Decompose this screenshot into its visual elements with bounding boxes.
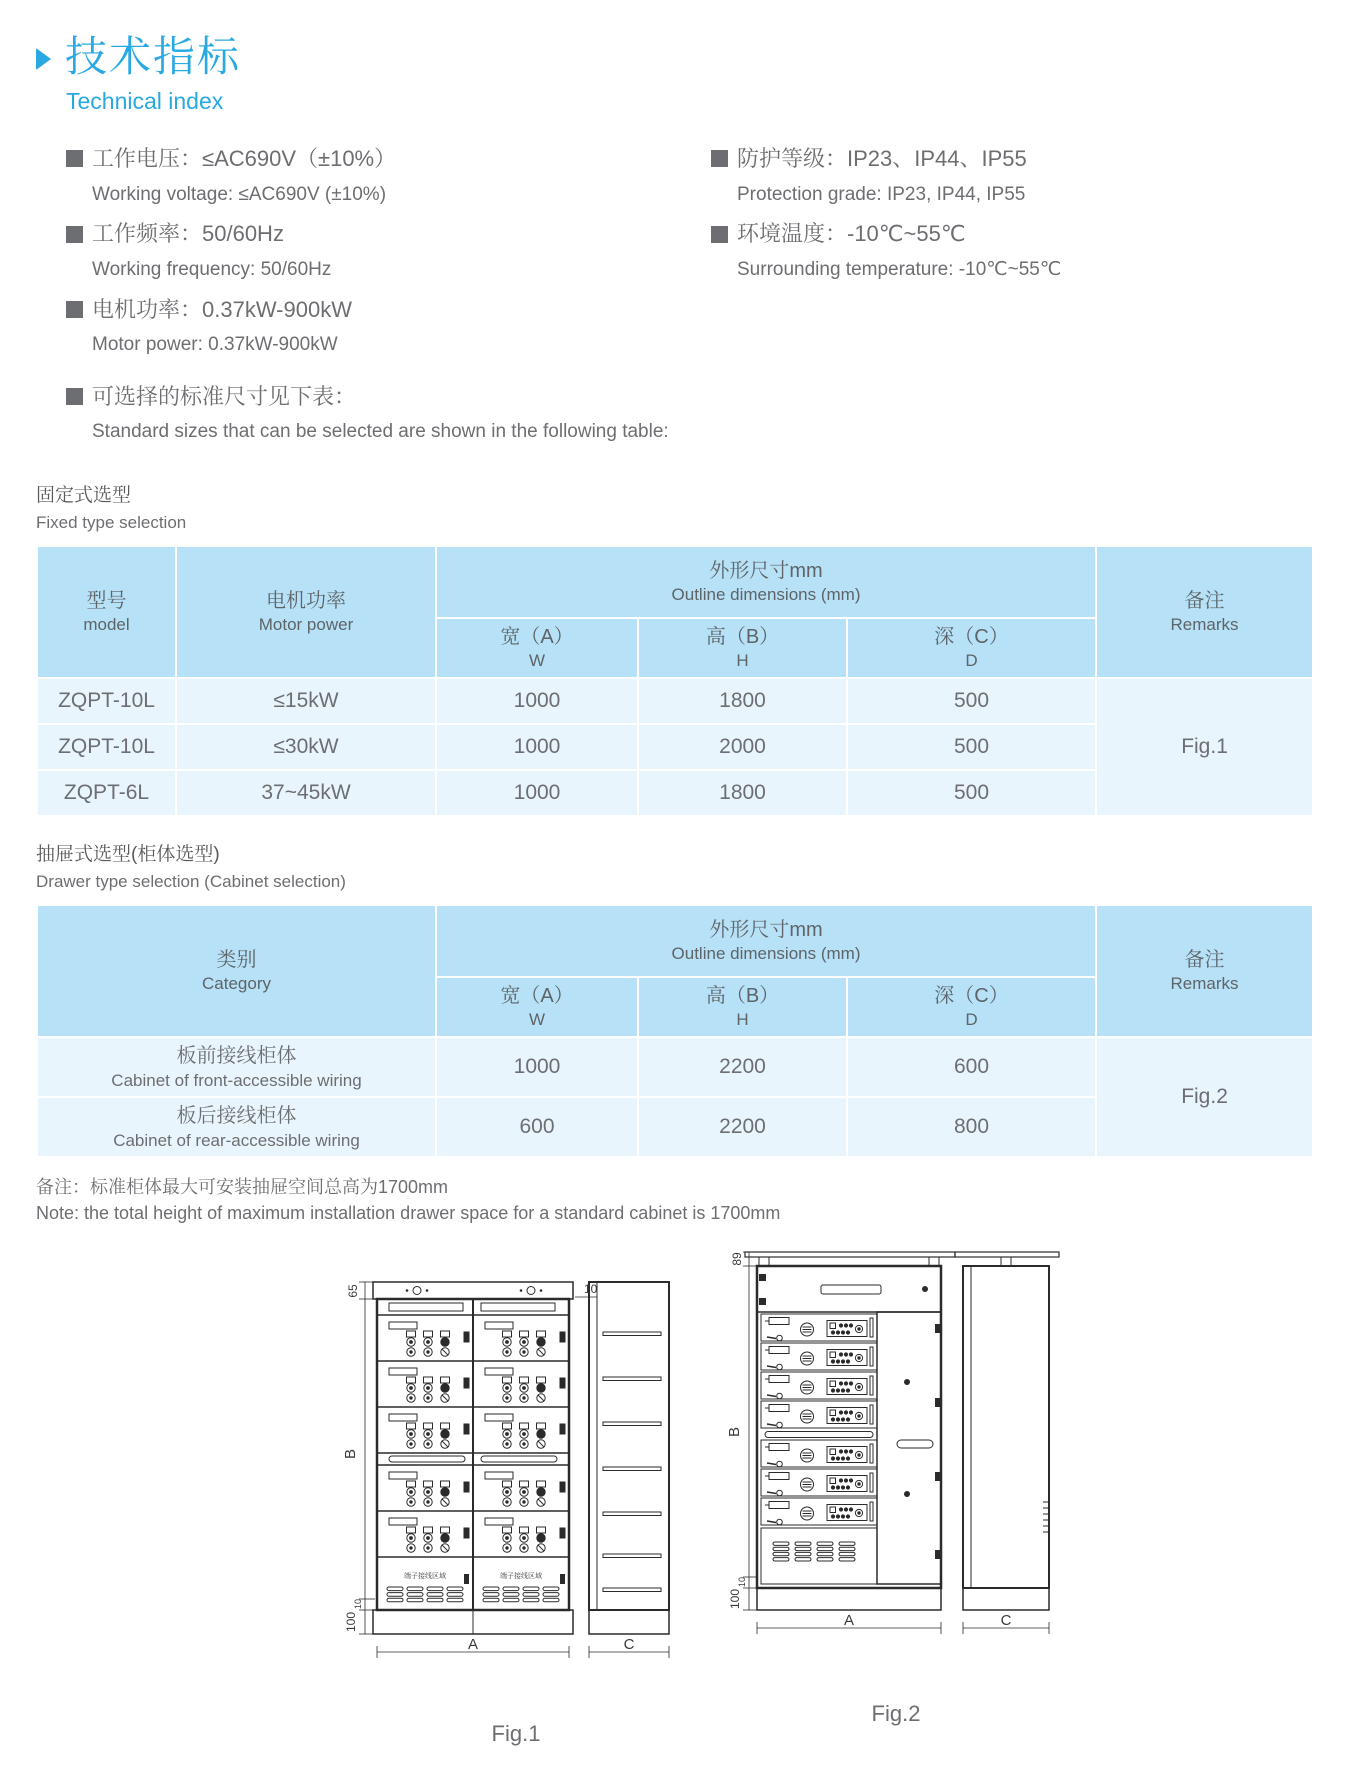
col-header-motor-power: 电机功率 Motor power	[176, 546, 436, 678]
power-cell: ≤15kW	[176, 678, 436, 724]
arrow-right-icon	[36, 48, 51, 70]
table-row	[37, 1037, 1313, 1097]
width-cell: 1000	[436, 678, 638, 724]
section-title-fixed-en: Fixed type selection	[36, 513, 187, 533]
square-bullet-icon	[66, 226, 83, 243]
spec-item-standard-sizes	[66, 383, 711, 444]
col-header-outline-dimensions: 外形尺寸mm Outline dimensions (mm)	[436, 905, 1096, 977]
depth-cell: 600	[847, 1037, 1096, 1097]
col-header-remarks: 备注 Remarks	[1096, 546, 1313, 678]
spec-item-motor-power	[66, 296, 711, 357]
section-title-drawer-cn: 抽屉式选型(柜体选型)	[36, 844, 220, 866]
fig1-drawing	[331, 1262, 701, 1717]
fig2-drawing	[701, 1232, 1091, 1697]
spec-cn-text: 电机功率：0.37kW-900kW	[92, 296, 352, 322]
fig1-dim-100: 100	[344, 1612, 358, 1633]
fig2-caption: Fig.2	[871, 1701, 921, 1727]
header	[36, 33, 1312, 80]
spec-en-text: Working voltage: ≤AC690V (±10%)	[92, 183, 387, 205]
col-header-model: 型号 model	[37, 546, 176, 678]
fig1-dim-10-small: 10	[353, 1599, 363, 1610]
spec-column-left	[66, 145, 711, 458]
note-cn: 备注：标准柜体最大可安装抽屉空间总高为1700mm	[36, 1177, 449, 1198]
spec-item-surrounding-temperature	[711, 220, 1312, 281]
col-header-depth: 深（C） D	[847, 618, 1096, 678]
fig1-caption: Fig.1	[491, 1721, 541, 1747]
spec-list	[66, 145, 1312, 458]
square-bullet-icon	[711, 226, 728, 243]
remarks-cell: Fig.1	[1096, 678, 1313, 816]
fig2-dim-100: 100	[728, 1589, 742, 1610]
col-header-remarks: 备注 Remarks	[1096, 905, 1313, 1037]
spec-en-text: Standard sizes that can be selected are shown in the following table:	[92, 421, 669, 443]
spec-item-working-voltage	[66, 145, 711, 206]
square-bullet-icon	[66, 388, 83, 405]
spec-en-text: Working frequency: 50/60Hz	[92, 258, 332, 280]
fig1-dim-65: 65	[346, 1284, 360, 1299]
spec-item-working-frequency	[66, 220, 711, 281]
model-cell: ZQPT-10L	[37, 678, 176, 724]
fig2-dim-A: A	[843, 1612, 855, 1630]
figure-1	[331, 1262, 701, 1747]
depth-cell: 500	[847, 724, 1096, 770]
col-header-category: 类别 Category	[37, 905, 436, 1037]
spec-en-text: Protection grade: IP23, IP44, IP55	[737, 183, 1026, 205]
fixed-type-table	[36, 545, 1314, 817]
fig1-dim-A: A	[467, 1636, 479, 1654]
col-header-width: 宽（A） W	[436, 977, 638, 1037]
height-cell: 1800	[638, 770, 847, 816]
drawer-type-table	[36, 904, 1314, 1158]
fig2-dim-C: C	[1000, 1612, 1012, 1630]
depth-cell: 500	[847, 678, 1096, 724]
fig1-front-view	[373, 1282, 573, 1634]
fig2-dim-89: 89	[730, 1252, 744, 1267]
power-cell: ≤30kW	[176, 724, 436, 770]
spec-cn-text: 可选择的标准尺寸见下表：	[92, 383, 357, 409]
depth-cell: 500	[847, 770, 1096, 816]
table-row	[37, 678, 1313, 724]
col-header-height: 高（B） H	[638, 618, 847, 678]
note	[36, 1174, 1312, 1226]
spec-en-text: Motor power: 0.37kW-900kW	[92, 334, 338, 356]
fig1-terminal-area-label: 端子接线区域	[500, 1573, 542, 1581]
category-cell: 板前接线柜体 Cabinet of front-accessible wiring	[37, 1037, 436, 1097]
fig1-side-view	[589, 1282, 669, 1634]
fig2-dim-10-small: 10	[737, 1577, 747, 1588]
square-bullet-icon	[66, 301, 83, 318]
spec-item-protection-grade	[711, 145, 1312, 206]
width-cell: 1000	[436, 1037, 638, 1097]
height-cell: 2200	[638, 1037, 847, 1097]
remarks-cell: Fig.2	[1096, 1037, 1313, 1157]
section-title-fixed-cn: 固定式选型	[36, 485, 132, 507]
square-bullet-icon	[711, 150, 728, 167]
col-header-outline-dimensions: 外形尺寸mm Outline dimensions (mm)	[436, 546, 1096, 618]
fig2-front-view	[745, 1252, 955, 1610]
figure-2	[701, 1232, 1091, 1727]
spec-cn-text: 工作频率：50/60Hz	[92, 221, 284, 247]
page-subtitle: Technical index	[66, 88, 224, 114]
depth-cell: 800	[847, 1097, 1096, 1157]
model-cell: ZQPT-10L	[37, 724, 176, 770]
section-title-drawer-en: Drawer type selection (Cabinet selection)	[36, 872, 346, 892]
fig1-dim-B: B	[342, 1449, 359, 1460]
height-cell: 1800	[638, 678, 847, 724]
fig1-terminal-area-label: 端子接线区域	[404, 1573, 446, 1581]
figures	[36, 1232, 1312, 1777]
page-title: 技术指标	[65, 33, 242, 80]
spec-cn-text: 防护等级：IP23、IP44、IP55	[737, 146, 1027, 171]
spec-cn-text: 环境温度：-10℃~55℃	[737, 221, 966, 247]
model-cell: ZQPT-6L	[37, 770, 176, 816]
fig1-dim-10-top: 10	[584, 1282, 598, 1297]
height-cell: 2000	[638, 724, 847, 770]
spec-en-text: Surrounding temperature: -10℃~55℃	[737, 258, 1062, 280]
note-en: Note: the total height of maximum installation drawer space for a standard cabinet is 1700mm	[36, 1203, 781, 1224]
height-cell: 2200	[638, 1097, 847, 1157]
square-bullet-icon	[66, 150, 83, 167]
fig2-side-view	[955, 1252, 1059, 1610]
spec-cn-text: 工作电压：≤AC690V（±10%）	[92, 146, 397, 171]
spec-column-right	[711, 145, 1312, 458]
col-header-height: 高（B） H	[638, 977, 847, 1037]
col-header-depth: 深（C） D	[847, 977, 1096, 1037]
width-cell: 1000	[436, 770, 638, 816]
fig1-dim-C: C	[623, 1636, 635, 1654]
fig2-dim-B: B	[726, 1427, 743, 1438]
width-cell: 1000	[436, 724, 638, 770]
category-cell: 板后接线柜体 Cabinet of rear-accessible wiring	[37, 1097, 436, 1157]
width-cell: 600	[436, 1097, 638, 1157]
power-cell: 37~45kW	[176, 770, 436, 816]
col-header-width: 宽（A） W	[436, 618, 638, 678]
